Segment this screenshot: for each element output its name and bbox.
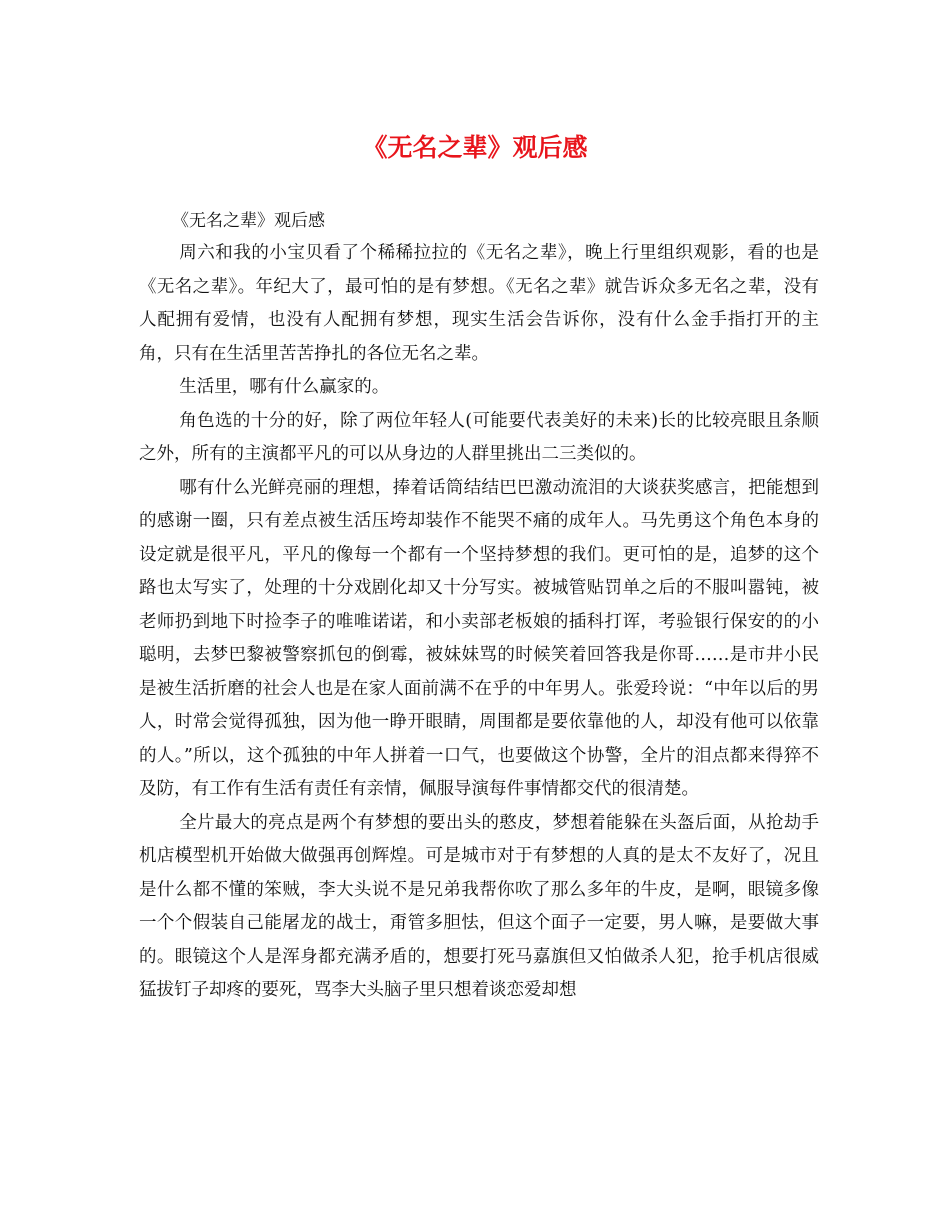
paragraph: 生活里，哪有什么赢家的。 — [179, 377, 390, 397]
document-subtitle: 《无名之辈》观后感 — [172, 211, 325, 231]
document-body — [139, 237, 819, 1008]
document-title: 《无名之辈》观后感 — [362, 133, 588, 162]
paragraph: 周六和我的小宝贝看了个稀稀拉拉的《无名之辈》，晚上行里组织观影，看的也是《无名之辈》。年纪大了，最可怕的是有梦想。《无名之辈》就告诉众多无名之辈，没有人配拥有爱情，也没有人配拥有梦想，现实生活会告诉你，没有什么金手指打开的主角，只有在生活里苦苦挣扎的各位无名之辈。 — [139, 243, 819, 364]
paragraph: 全片最大的亮点是两个有梦想的要出头的憨皮，梦想着能躲在头盔后面，从抢劫手机店模型机开始做大做强再创辉煌。可是城市对于有梦想的人真的是太不友好了，况且是什么都不懂的笨贼，李大头说不是兄弟我帮你吹了那么多年的牛皮，是啊，眼镜多像一个个假装自己能屠龙的战士，甭管多胆怯，但这个面子一定要，男人嘛，是要做大事的。眼镜这个人是浑身都充满矛盾的，想要打死马嘉旗但又怕做杀人犯，抢手机店很威猛拔钉子却疼的要死，骂李大头脑子里只想着谈恋爱却想 — [139, 812, 819, 1000]
paragraph: 角色选的十分的好，除了两位年轻人(可能要代表美好的未来)长的比较亮眼且条顺之外，所有的主演都平凡的可以从身边的人群里挑出二三类似的。 — [139, 410, 819, 464]
paragraph: 哪有什么光鲜亮丽的理想，捧着话筒结结巴巴激动流泪的大谈获奖感言，把能想到的感谢一圈，只有差点被生活压垮却装作不能哭不痛的成年人。马先勇这个角色本身的设定就是很平凡，平凡的像每一个都有一个坚持梦想的我们。更可怕的是，追梦的这个路也太写实了，处理的十分戏剧化却又十分写实。被城管贴罚单之后的不服叫嚣钝，被老师扔到地下时捡李子的唯唯诺诺，和小卖部老板娘的插科打诨，考验银行保安的的小聪明，去梦巴黎被警察抓包的倒霉，被妹妹骂的时候笑着回答我是你哥……是市井小民是被生活折磨的社会人也是在家人面前满不在乎的中年男人。张爱玲说：“中年以后的男人，时常会觉得孤独，因为他一睁开眼睛，周围都是要依靠他的人，却没有他可以依靠的人。”所以，这个孤独的中年人拼着一口气，也要做这个协警，全片的泪点都来得猝不及防，有工作有生活有责任有亲情，佩服导演每件事情都交代的很清楚。 — [139, 477, 819, 799]
